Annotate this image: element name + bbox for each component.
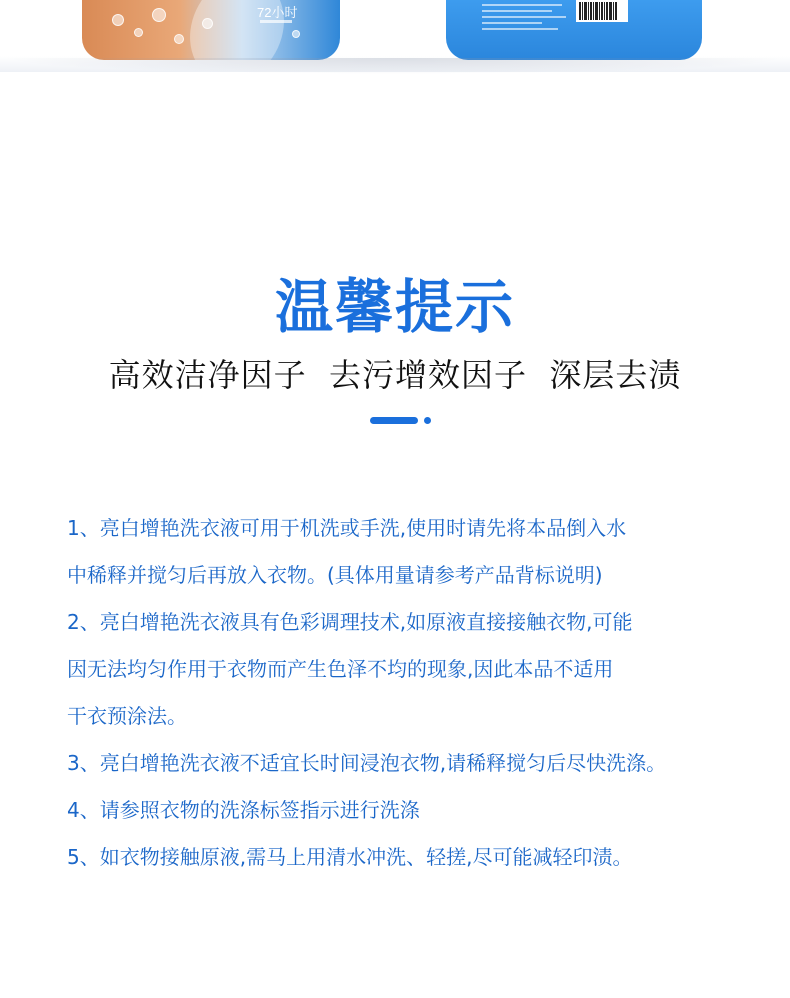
title-divider: [370, 417, 434, 425]
tip-line: 1、亮白增艳洗衣液可用于机洗或手洗,使用时请先将本品倒入水: [67, 516, 627, 540]
tip-line: 干衣预涂法。: [67, 704, 187, 728]
divider-bar: [370, 417, 418, 424]
pack-duration-label: 72小时: [257, 5, 298, 20]
detergent-pack-right-image: [446, 0, 702, 60]
tip-line: 中稀释并搅匀后再放入衣物。(具体用量请参考产品背标说明): [67, 563, 603, 587]
tip-line: 5、如衣物接触原液,需马上用清水冲洗、轻搓,尽可能减轻印渍。: [67, 845, 633, 869]
divider-dot: [424, 417, 431, 424]
page-subtitle: 高效洁净因子 去污增效因子 深层去渍: [108, 356, 682, 394]
tip-line: 因无法均匀作用于衣物而产生色泽不均的现象,因此本品不适用: [67, 657, 614, 681]
tip-line: 3、亮白增艳洗衣液不适宜长时间浸泡衣物,请稀释搅匀后尽快洗涤。: [67, 751, 667, 775]
tip-line: 4、请参照衣物的洗涤标签指示进行洗涤: [67, 798, 420, 822]
tips-list: [67, 505, 767, 881]
barcode-icon: [576, 0, 628, 22]
page-title: 温馨提示: [274, 273, 515, 341]
product-image-band: [0, 0, 790, 72]
tip-line: 2、亮白增艳洗衣液具有色彩调理技术,如原液直接接触衣物,可能: [67, 610, 633, 634]
detergent-pack-left-image: [82, 0, 340, 60]
